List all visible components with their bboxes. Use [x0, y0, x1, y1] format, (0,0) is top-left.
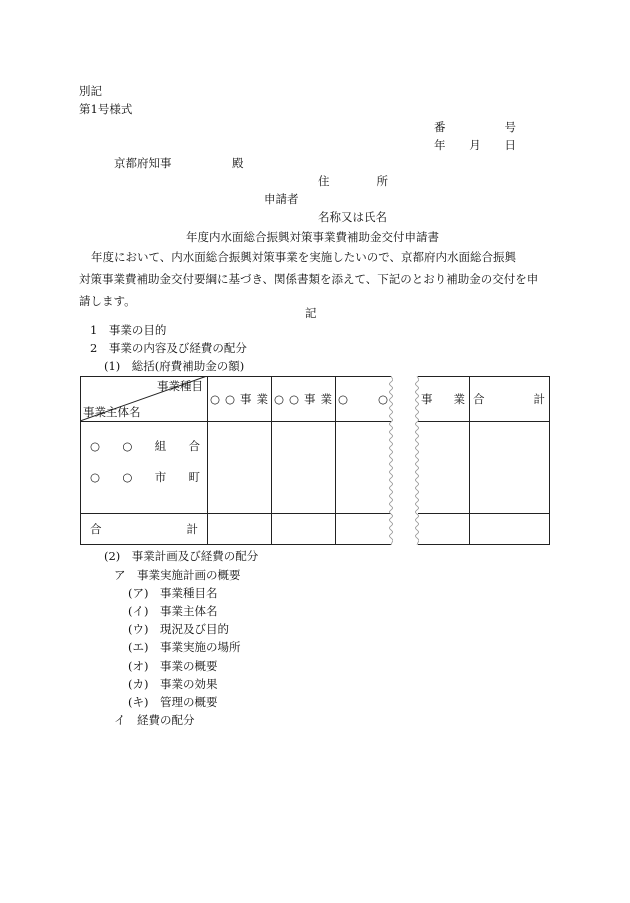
header-category: 事業種目	[157, 379, 203, 393]
addressee: 京都府知事	[114, 156, 172, 170]
subitem-2: (2) 事業計画及び経費の配分	[104, 549, 259, 563]
item-1: 1 事業の目的	[90, 323, 167, 337]
item-2: 2 事業の内容及び経費の配分	[90, 341, 247, 355]
address-label: 住 所	[318, 174, 388, 188]
body-line-3: 請します。	[79, 294, 136, 308]
honorific: 殿	[232, 156, 244, 170]
col-header-1: ○ ○ 事 業	[210, 392, 268, 406]
col-header-4: 事 業	[421, 392, 465, 406]
plan-item: (カ) 事業の効果	[128, 677, 218, 691]
plan-item: (エ) 事業実施の場所	[128, 640, 241, 654]
row-municipality: ○ ○ 市 町	[90, 470, 200, 484]
col-header-total: 合 計	[473, 392, 545, 406]
summary-table	[80, 376, 550, 545]
header-entity: 事業主体名	[83, 405, 141, 419]
body-line-2: 対策事業費補助金交付要綱に基づき、関係書類を添えて、下記のとおり補助金の交付を申	[79, 272, 539, 286]
date-field: 年 月 日	[434, 138, 516, 152]
plan-item: (ウ) 現況及び目的	[128, 622, 229, 636]
body-paragraph	[79, 246, 551, 312]
break-line-right	[415, 376, 419, 545]
plan-item: (オ) 事業の概要	[128, 659, 218, 673]
name-label: 名称又は氏名	[318, 210, 387, 224]
col-header-3: ○ ○	[338, 392, 388, 406]
plan-item: (ア) 事業種目名	[128, 586, 218, 600]
applicant-label: 申請者	[264, 192, 299, 206]
break-line-left	[389, 376, 393, 545]
plan-item: (イ) 事業主体名	[128, 604, 218, 618]
section-a: ア 事業実施計画の概要	[114, 568, 241, 582]
subitem-1: (1) 総括(府費補助金の額)	[104, 359, 245, 373]
document-title: 年度内水面総合振興対策事業費補助金交付申請書	[186, 230, 439, 244]
body-line-1: 年度において、内水面総合振興対策事業を実施したいので、京都府内水面総合振興	[91, 250, 517, 264]
row-total: 合 計	[90, 522, 198, 536]
plan-item: (キ) 管理の概要	[128, 695, 218, 709]
section-i: イ 経費の配分	[114, 713, 195, 727]
row-union: ○ ○ 組 合	[90, 439, 200, 453]
form-number: 第1号様式	[79, 102, 133, 116]
number-field: 番 号	[434, 120, 516, 134]
attachment-label: 別記	[79, 84, 102, 98]
col-header-2: ○ ○ 事 業	[274, 392, 332, 406]
table-omission-gap	[391, 376, 418, 545]
ki-heading: 記	[305, 306, 317, 320]
